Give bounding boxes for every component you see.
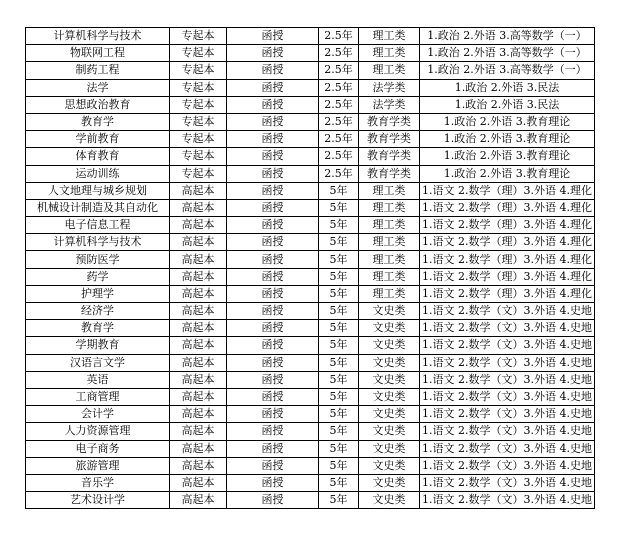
exam-subjects-cell: 1.政治 2.外语 3.教育理论: [420, 131, 595, 148]
study-mode-cell: 函授: [227, 388, 319, 405]
major-cell: 人力资源管理: [26, 423, 170, 440]
table-row: [26, 406, 595, 423]
level-cell: 专起本: [170, 131, 227, 148]
level-cell: 高起本: [170, 285, 227, 302]
table-row: [26, 28, 595, 45]
duration-cell: 5年: [319, 337, 359, 354]
duration-cell: 5年: [319, 268, 359, 285]
category-cell: 教育学类: [359, 148, 420, 165]
program-table-body: [26, 28, 595, 509]
table-row: [26, 131, 595, 148]
duration-cell: 5年: [319, 457, 359, 474]
study-mode-cell: 函授: [227, 199, 319, 216]
category-cell: 理工类: [359, 62, 420, 79]
study-mode-cell: 函授: [227, 113, 319, 130]
category-cell: 理工类: [359, 28, 420, 45]
exam-subjects-cell: 1.政治 2.外语 3.高等数学（一）: [420, 45, 595, 62]
table-row: [26, 337, 595, 354]
study-mode-cell: 函授: [227, 320, 319, 337]
duration-cell: 2.5年: [319, 28, 359, 45]
exam-subjects-cell: 1.语文 2.数学（文）3.外语 4.史地: [420, 492, 595, 509]
exam-subjects-cell: 1.政治 2.外语 3.民法: [420, 79, 595, 96]
table-row: [26, 423, 595, 440]
level-cell: 专起本: [170, 79, 227, 96]
study-mode-cell: 函授: [227, 234, 319, 251]
category-cell: 法学类: [359, 79, 420, 96]
duration-cell: 2.5年: [319, 148, 359, 165]
level-cell: 专起本: [170, 96, 227, 113]
duration-cell: 5年: [319, 303, 359, 320]
table-row: [26, 388, 595, 405]
level-cell: 高起本: [170, 234, 227, 251]
table-row: [26, 199, 595, 216]
table-row: [26, 148, 595, 165]
table-row: [26, 268, 595, 285]
category-cell: 理工类: [359, 234, 420, 251]
study-mode-cell: 函授: [227, 148, 319, 165]
exam-subjects-cell: 1.政治 2.外语 3.教育理论: [420, 113, 595, 130]
table-row: [26, 79, 595, 96]
level-cell: 专起本: [170, 113, 227, 130]
table-row: [26, 354, 595, 371]
table-row: [26, 62, 595, 79]
study-mode-cell: 函授: [227, 268, 319, 285]
study-mode-cell: 函授: [227, 182, 319, 199]
study-mode-cell: 函授: [227, 131, 319, 148]
category-cell: 法学类: [359, 96, 420, 113]
exam-subjects-cell: 1.语文 2.数学（文）3.外语 4.史地: [420, 423, 595, 440]
category-cell: 文史类: [359, 406, 420, 423]
duration-cell: 5年: [319, 285, 359, 302]
study-mode-cell: 函授: [227, 371, 319, 388]
level-cell: 高起本: [170, 423, 227, 440]
level-cell: 专起本: [170, 165, 227, 182]
major-cell: 计算机科学与技术: [26, 234, 170, 251]
major-cell: 机械设计制造及其自动化: [26, 199, 170, 216]
study-mode-cell: 函授: [227, 45, 319, 62]
study-mode-cell: 函授: [227, 474, 319, 491]
major-cell: 教育学: [26, 113, 170, 130]
level-cell: 高起本: [170, 406, 227, 423]
level-cell: 高起本: [170, 371, 227, 388]
study-mode-cell: 函授: [227, 423, 319, 440]
level-cell: 高起本: [170, 268, 227, 285]
table-row: [26, 457, 595, 474]
major-cell: 艺术设计学: [26, 492, 170, 509]
exam-subjects-cell: 1.语文 2.数学（理）3.外语 4.理化: [420, 182, 595, 199]
duration-cell: 5年: [319, 388, 359, 405]
duration-cell: 2.5年: [319, 96, 359, 113]
major-cell: 护理学: [26, 285, 170, 302]
table-row: [26, 45, 595, 62]
category-cell: 理工类: [359, 251, 420, 268]
table-row: [26, 285, 595, 302]
category-cell: 教育学类: [359, 113, 420, 130]
table-row: [26, 96, 595, 113]
duration-cell: 2.5年: [319, 79, 359, 96]
table-row: [26, 303, 595, 320]
study-mode-cell: 函授: [227, 62, 319, 79]
exam-subjects-cell: 1.语文 2.数学（文）3.外语 4.史地: [420, 440, 595, 457]
level-cell: 高起本: [170, 217, 227, 234]
table-row: [26, 217, 595, 234]
study-mode-cell: 函授: [227, 492, 319, 509]
duration-cell: 2.5年: [319, 165, 359, 182]
duration-cell: 2.5年: [319, 131, 359, 148]
level-cell: 高起本: [170, 320, 227, 337]
major-cell: 电子信息工程: [26, 217, 170, 234]
level-cell: 高起本: [170, 492, 227, 509]
duration-cell: 5年: [319, 182, 359, 199]
level-cell: 专起本: [170, 148, 227, 165]
duration-cell: 2.5年: [319, 113, 359, 130]
level-cell: 高起本: [170, 251, 227, 268]
level-cell: 高起本: [170, 354, 227, 371]
major-cell: 工商管理: [26, 388, 170, 405]
major-cell: 旅游管理: [26, 457, 170, 474]
study-mode-cell: 函授: [227, 354, 319, 371]
category-cell: 文史类: [359, 423, 420, 440]
table-row: [26, 440, 595, 457]
category-cell: 理工类: [359, 217, 420, 234]
exam-subjects-cell: 1.语文 2.数学（文）3.外语 4.史地: [420, 354, 595, 371]
exam-subjects-cell: 1.语文 2.数学（文）3.外语 4.史地: [420, 474, 595, 491]
study-mode-cell: 函授: [227, 285, 319, 302]
major-cell: 学前教育: [26, 131, 170, 148]
level-cell: 高起本: [170, 388, 227, 405]
table-row: [26, 251, 595, 268]
exam-subjects-cell: 1.语文 2.数学（文）3.外语 4.史地: [420, 320, 595, 337]
duration-cell: 5年: [319, 234, 359, 251]
major-cell: 英语: [26, 371, 170, 388]
exam-subjects-cell: 1.语文 2.数学（文）3.外语 4.史地: [420, 406, 595, 423]
duration-cell: 2.5年: [319, 62, 359, 79]
level-cell: 专起本: [170, 62, 227, 79]
category-cell: 理工类: [359, 182, 420, 199]
category-cell: 文史类: [359, 457, 420, 474]
exam-subjects-cell: 1.语文 2.数学（理）3.外语 4.理化: [420, 285, 595, 302]
category-cell: 教育学类: [359, 131, 420, 148]
level-cell: 高起本: [170, 199, 227, 216]
major-cell: 思想政治教育: [26, 96, 170, 113]
major-cell: 电子商务: [26, 440, 170, 457]
duration-cell: 5年: [319, 320, 359, 337]
exam-subjects-cell: 1.政治 2.外语 3.教育理论: [420, 165, 595, 182]
duration-cell: 5年: [319, 354, 359, 371]
major-cell: 经济学: [26, 303, 170, 320]
duration-cell: 5年: [319, 474, 359, 491]
duration-cell: 2.5年: [319, 45, 359, 62]
category-cell: 理工类: [359, 285, 420, 302]
category-cell: 文史类: [359, 303, 420, 320]
study-mode-cell: 函授: [227, 217, 319, 234]
study-mode-cell: 函授: [227, 406, 319, 423]
major-cell: 汉语言文学: [26, 354, 170, 371]
study-mode-cell: 函授: [227, 79, 319, 96]
exam-subjects-cell: 1.语文 2.数学（理）3.外语 4.理化: [420, 234, 595, 251]
table-row: [26, 320, 595, 337]
study-mode-cell: 函授: [227, 28, 319, 45]
exam-subjects-cell: 1.语文 2.数学（理）3.外语 4.理化: [420, 268, 595, 285]
level-cell: 高起本: [170, 457, 227, 474]
major-cell: 制药工程: [26, 62, 170, 79]
level-cell: 高起本: [170, 182, 227, 199]
category-cell: 理工类: [359, 268, 420, 285]
exam-subjects-cell: 1.政治 2.外语 3.高等数学（一）: [420, 28, 595, 45]
exam-subjects-cell: 1.语文 2.数学（文）3.外语 4.史地: [420, 303, 595, 320]
study-mode-cell: 函授: [227, 303, 319, 320]
duration-cell: 5年: [319, 251, 359, 268]
category-cell: 文史类: [359, 337, 420, 354]
study-mode-cell: 函授: [227, 165, 319, 182]
study-mode-cell: 函授: [227, 337, 319, 354]
exam-subjects-cell: 1.语文 2.数学（文）3.外语 4.史地: [420, 457, 595, 474]
category-cell: 理工类: [359, 199, 420, 216]
program-table: [25, 27, 595, 509]
category-cell: 教育学类: [359, 165, 420, 182]
table-row: [26, 234, 595, 251]
table-row: [26, 371, 595, 388]
exam-subjects-cell: 1.语文 2.数学（文）3.外语 4.史地: [420, 371, 595, 388]
level-cell: 高起本: [170, 440, 227, 457]
major-cell: 教育学: [26, 320, 170, 337]
major-cell: 音乐学: [26, 474, 170, 491]
level-cell: 专起本: [170, 28, 227, 45]
major-cell: 计算机科学与技术: [26, 28, 170, 45]
major-cell: 会计学: [26, 406, 170, 423]
study-mode-cell: 函授: [227, 440, 319, 457]
exam-subjects-cell: 1.政治 2.外语 3.高等数学（一）: [420, 62, 595, 79]
table-row: [26, 182, 595, 199]
category-cell: 文史类: [359, 371, 420, 388]
duration-cell: 5年: [319, 423, 359, 440]
major-cell: 物联网工程: [26, 45, 170, 62]
category-cell: 文史类: [359, 492, 420, 509]
study-mode-cell: 函授: [227, 457, 319, 474]
duration-cell: 5年: [319, 492, 359, 509]
level-cell: 高起本: [170, 303, 227, 320]
category-cell: 文史类: [359, 320, 420, 337]
category-cell: 理工类: [359, 45, 420, 62]
major-cell: 体育教育: [26, 148, 170, 165]
major-cell: 药学: [26, 268, 170, 285]
category-cell: 文史类: [359, 474, 420, 491]
level-cell: 高起本: [170, 337, 227, 354]
major-cell: 运动训练: [26, 165, 170, 182]
duration-cell: 5年: [319, 406, 359, 423]
exam-subjects-cell: 1.语文 2.数学（文）3.外语 4.史地: [420, 337, 595, 354]
major-cell: 预防医学: [26, 251, 170, 268]
table-row: [26, 165, 595, 182]
level-cell: 专起本: [170, 45, 227, 62]
major-cell: 法学: [26, 79, 170, 96]
table-row: [26, 474, 595, 491]
table-row: [26, 113, 595, 130]
category-cell: 文史类: [359, 354, 420, 371]
study-mode-cell: 函授: [227, 251, 319, 268]
exam-subjects-cell: 1.语文 2.数学（理）3.外语 4.理化: [420, 199, 595, 216]
duration-cell: 5年: [319, 440, 359, 457]
duration-cell: 5年: [319, 371, 359, 388]
exam-subjects-cell: 1.政治 2.外语 3.民法: [420, 96, 595, 113]
category-cell: 文史类: [359, 440, 420, 457]
exam-subjects-cell: 1.语文 2.数学（文）3.外语 4.史地: [420, 388, 595, 405]
exam-subjects-cell: 1.语文 2.数学（理）3.外语 4.理化: [420, 217, 595, 234]
level-cell: 高起本: [170, 474, 227, 491]
major-cell: 学期教育: [26, 337, 170, 354]
duration-cell: 5年: [319, 199, 359, 216]
table-row: [26, 492, 595, 509]
major-cell: 人文地理与城乡规划: [26, 182, 170, 199]
study-mode-cell: 函授: [227, 96, 319, 113]
category-cell: 文史类: [359, 388, 420, 405]
exam-subjects-cell: 1.政治 2.外语 3.教育理论: [420, 148, 595, 165]
duration-cell: 5年: [319, 217, 359, 234]
exam-subjects-cell: 1.语文 2.数学（理）3.外语 4.理化: [420, 251, 595, 268]
